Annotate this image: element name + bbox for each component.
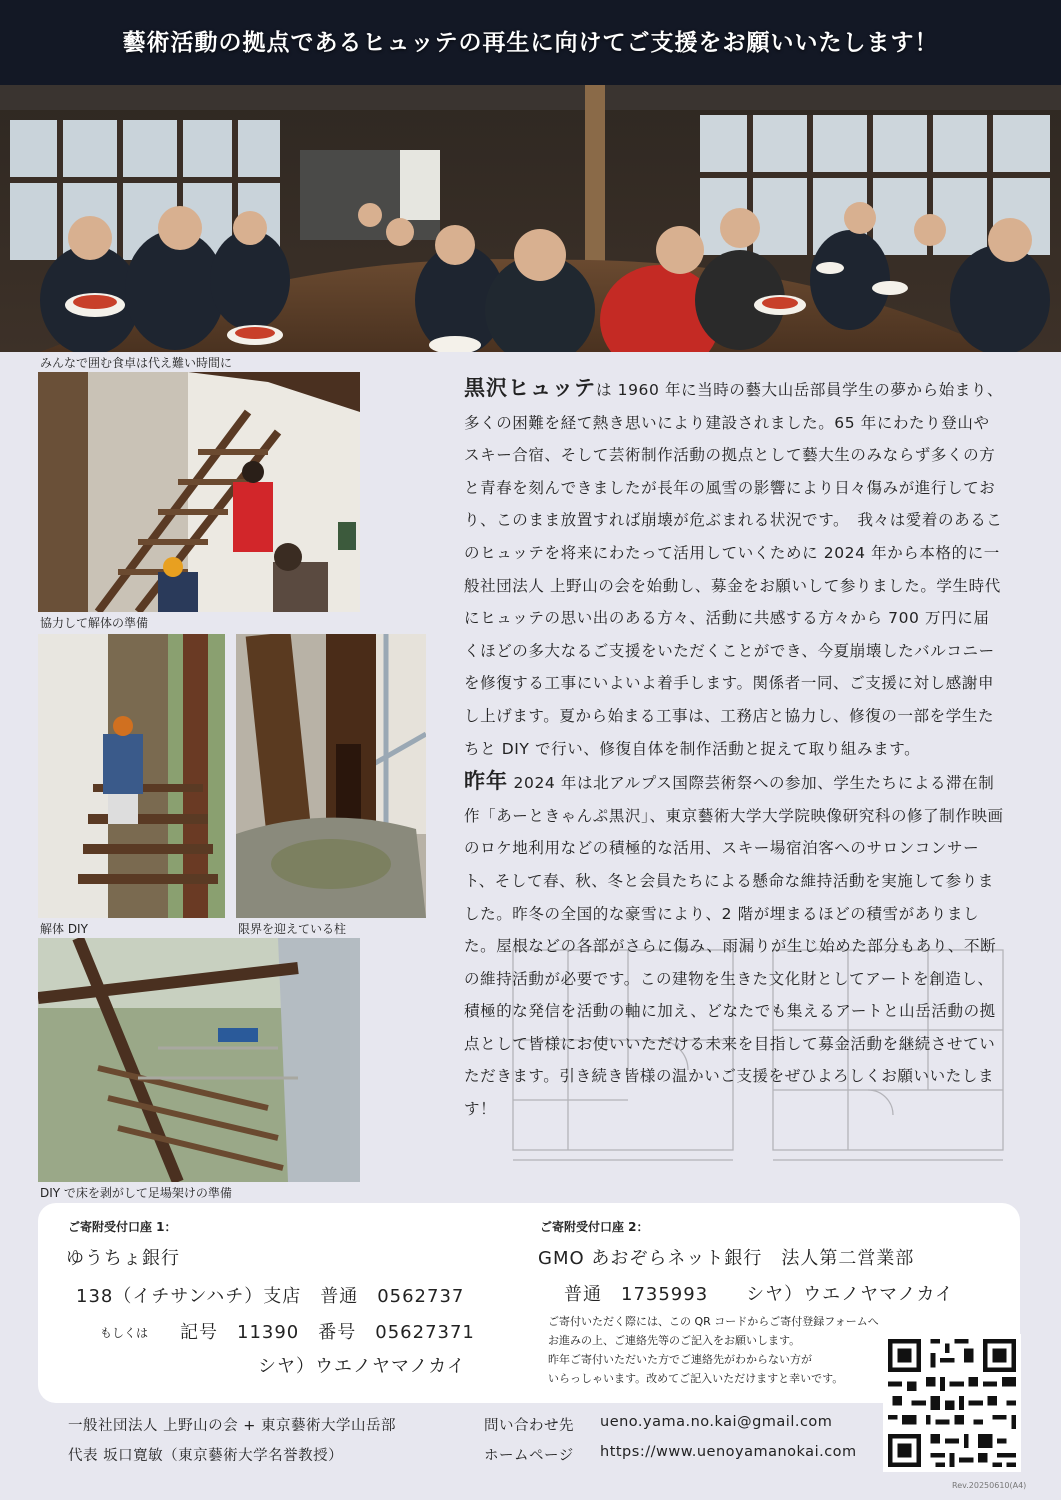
account1-alt-prefix: もしくは — [100, 1326, 149, 1340]
account1-bank: ゆうちょ銀行 — [66, 1248, 180, 1269]
qr-note-line1: ご寄付いただく際には、この QR コードからご寄付登録フォームへ — [548, 1315, 879, 1328]
damaged-pillar-photo — [236, 634, 426, 918]
qr-note-line4: いらっしゃいます。改めてご記入いただけますと幸いです。 — [548, 1372, 844, 1385]
donation-qr-code[interactable] — [883, 1334, 1021, 1472]
caption-pillar: 限界を迎えている柱 — [238, 922, 347, 936]
paragraph-last-year-text: 2024 年は北アルプス国際芸術祭への参加、学生たちによる滞在制作「あーときゃんぷ黒沢」、東京藝術大学大学院映像研究科の修了制作映画のロケ地利用などの積極的な活用、スキー場宿泊客へのサロンコンサート、そして春、秋、冬と会員たちによる懸命な維持活動を実施して参りました。昨冬の全国的な豪雪により、2 階が埋まるほどの積雪がありました。屋根などの各部がさらに傷み、雨漏りが生じ始めた部分もあり、不断の維持活動が必要です。この建物を生きた文化財としてアートを創造し、積極的な発信を活動の軸に加え、どなたでも集えるアートと山岳活動の拠点として皆様にお使いいただける未来を目指して募金活動を継続させていただきます。引き続き皆様の温かいご支援をぜひよろしくお願いいたします！ — [464, 774, 1004, 1119]
lead-last-year: 昨年 — [464, 769, 508, 794]
account2-label: ご寄附受付口座 2： — [540, 1220, 649, 1234]
footer-contact-email[interactable]: ueno.yama.no.kai@gmail.com — [600, 1414, 833, 1430]
lead-kurosawa-hutte: 黒沢ヒュッテ — [464, 376, 596, 400]
caption-diy: 解体 DIY — [40, 922, 88, 936]
qr-note — [548, 1312, 879, 1388]
floor-removal-photo — [38, 938, 360, 1182]
stairs-dismantle-photo — [38, 372, 360, 612]
footer-organization: 一般社団法人 上野山の会 + 東京藝術大学山岳部 — [68, 1418, 396, 1434]
account1-label: ご寄附受付口座 1： — [68, 1220, 177, 1234]
qr-note-line2: お進みの上、ご連絡先等のご記入をお願いします。 — [548, 1334, 801, 1347]
qr-note-line3: 昨年ご寄付いただいた方でご連絡先がわからない方が — [548, 1353, 812, 1366]
footer-web-label: ホームページ — [484, 1448, 574, 1464]
footer-contact-label: 問い合わせ先 — [484, 1418, 574, 1434]
caption-stairs: 協力して解体の準備 — [40, 616, 149, 630]
paragraph-history — [464, 372, 1004, 765]
paragraph-last-year — [464, 765, 1004, 1126]
caption-floor: DIY で床を剥がして足場架けの準備 — [40, 1186, 232, 1200]
account1-branch: 138（イチサンハチ）支店 普通 0562737 — [76, 1286, 465, 1307]
footer-web-url[interactable]: https://www.uenoyamanokai.com — [600, 1444, 857, 1460]
banner-title: 藝術活動の拠点であるヒュッテの再生に向けてご支援をお願いいたします！ — [122, 30, 939, 56]
revision-code: Rev.20250610(A4) — [952, 1481, 1027, 1490]
account2-number: 普通 1735993 シヤ）ウエノヤマノカイ — [564, 1284, 954, 1305]
caption-dining: みんなで囲む食卓は代え難い時間に — [40, 356, 233, 370]
footer-representative: 代表 坂口寛敏（東京藝術大学名誉教授） — [68, 1448, 344, 1464]
account2-bank: GMO あおぞらネット銀行 法人第二営業部 — [538, 1248, 915, 1269]
paragraph-history-text: は 1960 年に当時の藝大山岳部員学生の夢から始まり、多くの困難を経て熱き思いにより建設されました。65 年にわたり登山やスキー合宿、そして芸術制作活動の拠点として藝大生のみならず多くの方と青春を刻んできましたが長年の風雪の影響により日々傷みが進行しており、このまま放置すれば崩壊が危ぶまれる状況です。 我々は愛着のあるこのヒュッテを将来にわたって活用していくために 2024 年から本格的に一般社団法人 上野山の会を始動し、募金をお願いして参りました。学生時代にヒュッテの思い出のある方々、活動に共感する方々から 700 万円に届くほどの多大なるご支援をいただくことができ、今夏崩壊したバルコニーを修復する工事にいよいよ着手します。関係者一同、ご支援に対し感謝申し上げます。夏から始まる工事は、工務店と協力し、修復の一部を学生たちと DIY で行い、修復自体を制作活動と捉えて取り組みます。 — [464, 381, 1004, 758]
account1-holder: シヤ）ウエノヤマノカイ — [258, 1356, 466, 1377]
account1-alt-number: 記号 11390 番号 05627371 — [180, 1322, 475, 1343]
diy-dismantle-photo — [38, 634, 225, 918]
body-text — [464, 372, 1004, 1126]
